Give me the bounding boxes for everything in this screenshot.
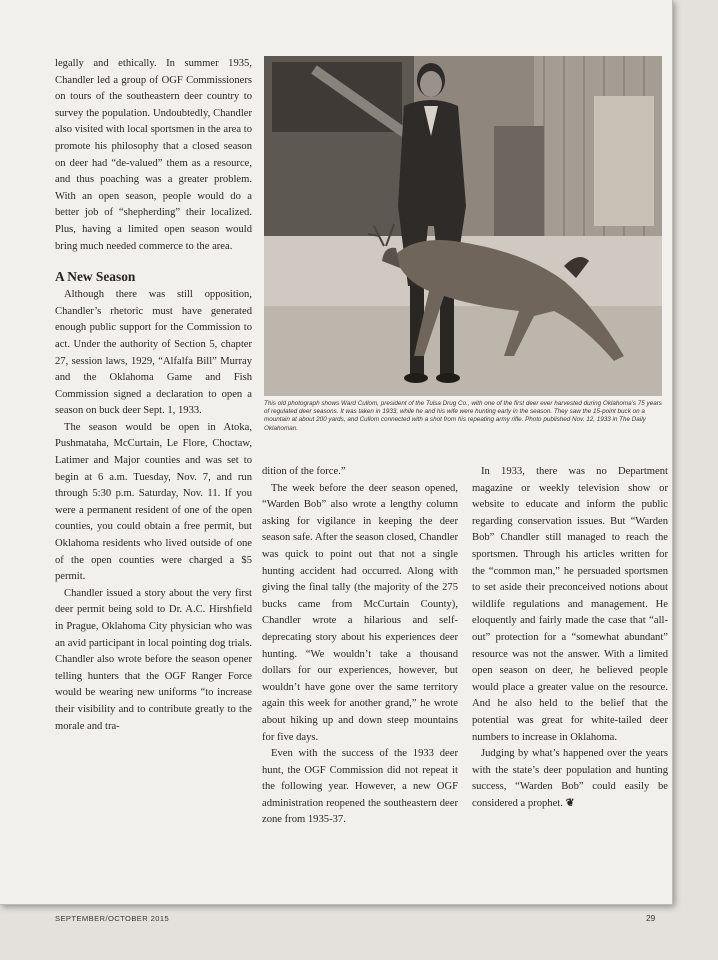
photo-illustration bbox=[264, 56, 662, 396]
section-heading: A New Season bbox=[55, 269, 136, 285]
paragraph-text: Judging by what’s happened over the years with the state’s deer population and hunting success, “Warden Bob” could easily be considered a prophet. bbox=[472, 748, 668, 809]
paragraph: Chandler issued a story about the very first deer permit being sold to Dr. A.C. Hirshfield in Prague, Oklahoma City physician who was an avid participant in local pointing dog trials. Chandler also wrote before the season opener telling hunters that the OGF Ranger Force would be wearing new uniforms “to increase their visibility and to contribute greatly to the morale and tra- bbox=[55, 587, 252, 732]
end-mark-icon: ❦ bbox=[565, 797, 575, 809]
paragraph: dition of the force.” bbox=[262, 466, 346, 477]
historic-photo bbox=[264, 56, 662, 396]
paragraph bbox=[472, 746, 668, 812]
paragraph: Even with the success of the 1933 deer hunt, the OGF Commission did not repeat it the following year. However, a new OGF administration reopened the southeastern deer zone from 1935-37. bbox=[262, 748, 458, 826]
article-column-right bbox=[472, 464, 668, 812]
photo-caption: This old photograph shows Ward Cullom, president of the Tulsa Drug Co., with one of the first deer ever harvested during Oklahoma’s 75 years of regulated deer seasons. It was taken in 1933, while he and his wife were hunting early in the season. They saw the 15-point buck on a mountain at about 200 yards, and Cullom connected with a shot from his repeating army rifle. Photo published Nov. 12, 1933 in The Daily Oklahoman. bbox=[264, 400, 662, 432]
page-number: 29 bbox=[646, 913, 656, 923]
issue-date: SEPTEMBER/OCTOBER 2015 bbox=[55, 914, 170, 923]
paragraph: The season would be open in Atoka, Pushmataha, McCurtain, Le Flore, Choctaw, Latimer and Major counties and was set to begin at 6 a.m. Tuesday, Nov. 7, and run through 5:30 p.m. Saturday, Nov. 11. If you were a permanent resident of one of the open counties, you could obtain a free permit, but Oklahoma residents who lived outside of one of the open counties were charged a $5 permit. bbox=[55, 421, 252, 583]
paragraph: Although there was still opposition, Chandler’s rhetoric must have generated enough public support for the Commission to act. Under the authority of Section 5, chapter 27, session laws, 1929, “Alfalfa Bill” Murray and the Oklahoma Game and Fish Commission signed a declaration to open a season on buck deer Sept. 1, 1933. bbox=[55, 289, 252, 417]
article-column-middle bbox=[262, 464, 458, 829]
paragraph: The week before the deer season opened, “Warden Bob” also wrote a lengthy column asking for vigilance in keeping the deer season safe. After the season closed, Chandler was quick to point out that not a single hunting accident had occurred. Along with giving the final tally (the majority of the 275 bucks came from McCurtain County), Chandler wrote a hilarious and self-deprecating story about his experiences deer hunting. “We wouldn’t take a thousand dollars for our experiences, however, but wouldn’t have gone over the same territory again this week for another grand,” he wrote about hiking up and down steep mountains for five days. bbox=[262, 482, 458, 743]
paragraph: legally and ethically. In summer 1935, Chandler led a group of OGF Commissioners on tours of the southeastern deer country to survey the population. Undoubtedly, Chandler also visited with local sportsmen in the area to promote his philosophy that a closed season on deer had “de-valued” them as a resource, and thus poaching was a greater problem. With an open season, people would do a better job of “shepherding” their localized. Plus, having a limited open season would bring much needed commerce to the area. bbox=[55, 58, 252, 252]
article-column-left bbox=[55, 56, 252, 735]
paragraph: In 1933, there was no Department magazine or weekly television show or website to educate and inform the public regarding conservation issues. But “Warden Bob” Chandler still managed to reach the sportsmen. Through his articles written for the “common man,” he persuaded sportsmen to set aside their preconceived notions about wildlife regulations and management. He eloquently and fairly made the case that “all-out” protection for a “somewhat abundant” resource was not the answer. With a limited open season on deer, he believed people would place a greater value on the resource. And he also held to the belief that the potential was great for white-tailed deer numbers to increase in Oklahoma. bbox=[472, 466, 668, 743]
